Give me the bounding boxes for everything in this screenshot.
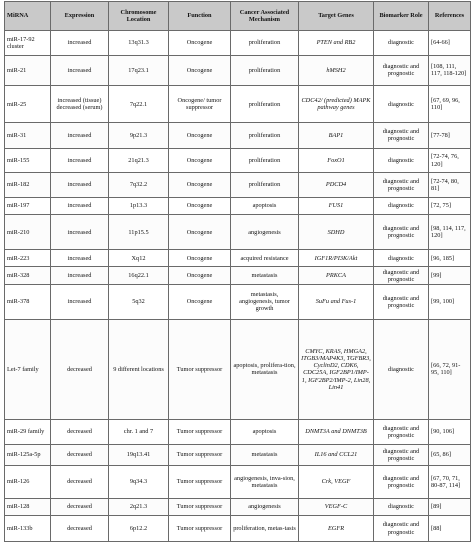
biomarker-role-cell: diagnostic — [374, 498, 429, 515]
function-cell: Tumor suppressor — [169, 498, 231, 515]
expression-cell: increased (tissue) decreased (serum) — [51, 86, 109, 123]
expression-cell: increased — [51, 148, 109, 173]
mechanism-cell: acquired resistance — [231, 250, 299, 267]
function-cell: Tumor suppressor — [169, 516, 231, 542]
target-genes-cell: PTEN and RB2 — [299, 31, 374, 56]
function-cell: Tumor suppressor — [169, 444, 231, 466]
target-genes-cell: PRKCA — [299, 267, 374, 284]
expression-cell: increased — [51, 55, 109, 86]
function-cell: Oncogene — [169, 197, 231, 214]
mirna-cell: miR-25 — [5, 86, 51, 123]
table-row — [5, 284, 471, 319]
table-row — [5, 466, 471, 499]
biomarker-role-cell: diagnostic and prognostic — [374, 516, 429, 542]
location-cell: chr. 1 and 7 — [109, 420, 169, 445]
expression-cell: decreased — [51, 444, 109, 466]
mechanism-cell: angiogenesis, inva-sion, metastasis — [231, 466, 299, 499]
mirna-cell: miR-29 family — [5, 420, 51, 445]
function-cell: Oncogene — [169, 267, 231, 284]
table-row — [5, 250, 471, 267]
header-function: Function — [169, 2, 231, 31]
header-row — [5, 2, 471, 31]
function-cell: Oncogene — [169, 148, 231, 173]
references-cell: [66, 72, 91-95, 110] — [429, 319, 471, 419]
table-row — [5, 319, 471, 419]
location-cell: 13q31.3 — [109, 31, 169, 56]
table-row — [5, 148, 471, 173]
location-cell: 2q21.3 — [109, 498, 169, 515]
mirna-cell: miR-197 — [5, 197, 51, 214]
table-row — [5, 123, 471, 149]
biomarker-role-cell: diagnostic — [374, 86, 429, 123]
mechanism-cell: proliferation — [231, 55, 299, 86]
target-genes-cell: SDHD — [299, 215, 374, 250]
table-row — [5, 516, 471, 542]
location-cell: 9 different locations — [109, 319, 169, 419]
header-target-genes: Target Genes — [299, 2, 374, 31]
target-genes-cell: CMYC, KRAS, HMGA2, ITGB3/MAP4K3, TGFBR3, CyclinD2, CDK6, CDC25A, IGF2BP1/IMP-1, IGF2BP2/IMP-2, Lin28, Lin41 — [299, 319, 374, 419]
function-cell: Tumor suppressor — [169, 420, 231, 445]
function-cell: Oncogene — [169, 215, 231, 250]
mirna-cell: miR-31 — [5, 123, 51, 149]
biomarker-role-cell: diagnostic and prognostic — [374, 466, 429, 499]
header-mechanism: Cancer Associated Mechanism — [231, 2, 299, 31]
location-cell: Xq12 — [109, 250, 169, 267]
target-genes-cell: CDC42/ (predicted) MAPK pathway genes — [299, 86, 374, 123]
mechanism-cell: proliferation — [231, 173, 299, 198]
function-cell: Tumor suppressor — [169, 319, 231, 419]
mirna-table — [4, 1, 471, 542]
mechanism-cell: proliferation — [231, 148, 299, 173]
expression-cell: decreased — [51, 319, 109, 419]
expression-cell: increased — [51, 31, 109, 56]
biomarker-role-cell: diagnostic — [374, 31, 429, 56]
location-cell: 7q22.1 — [109, 86, 169, 123]
location-cell: 9q34.3 — [109, 466, 169, 499]
mechanism-cell: apoptosis, prolifera-tion, metastasis — [231, 319, 299, 419]
table-row — [5, 444, 471, 466]
mirna-cell: miR-125a-5p — [5, 444, 51, 466]
function-cell: Oncogene — [169, 123, 231, 149]
mirna-cell: miR-155 — [5, 148, 51, 173]
references-cell: [98, 114, 117, 120] — [429, 215, 471, 250]
references-cell: [72-74, 80, 81] — [429, 173, 471, 198]
expression-cell: increased — [51, 284, 109, 319]
location-cell: 21q21.3 — [109, 148, 169, 173]
references-cell: [88] — [429, 516, 471, 542]
references-cell: [99] — [429, 267, 471, 284]
biomarker-role-cell: diagnostic and prognostic — [374, 420, 429, 445]
location-cell: 17q23.1 — [109, 55, 169, 86]
table-row — [5, 267, 471, 284]
location-cell: 7q32.2 — [109, 173, 169, 198]
table-row — [5, 498, 471, 515]
biomarker-role-cell: diagnostic and prognostic — [374, 267, 429, 284]
biomarker-role-cell: diagnostic — [374, 148, 429, 173]
references-cell: [67, 70, 71, 80-87, 114] — [429, 466, 471, 499]
target-genes-cell: DNMT3A and DNMT3B — [299, 420, 374, 445]
table-row — [5, 86, 471, 123]
mechanism-cell: proliferation, metas-tasis — [231, 516, 299, 542]
table-header — [5, 2, 471, 31]
mechanism-cell: proliferation — [231, 123, 299, 149]
target-genes-cell: Crk, VEGF — [299, 466, 374, 499]
references-cell: [72-74, 76, 120] — [429, 148, 471, 173]
expression-cell: decreased — [51, 498, 109, 515]
expression-cell: increased — [51, 250, 109, 267]
target-genes-cell: BAP1 — [299, 123, 374, 149]
function-cell: Oncogene — [169, 55, 231, 86]
mechanism-cell: angiogenesis — [231, 215, 299, 250]
function-cell: Oncogene — [169, 284, 231, 319]
location-cell: 11p15.5 — [109, 215, 169, 250]
references-cell: [65, 86] — [429, 444, 471, 466]
function-cell: Oncogene — [169, 250, 231, 267]
target-genes-cell: SuFu and Fus-1 — [299, 284, 374, 319]
expression-cell: decreased — [51, 516, 109, 542]
mechanism-cell: metastasis — [231, 267, 299, 284]
function-cell: Oncogene — [169, 173, 231, 198]
biomarker-role-cell: diagnostic — [374, 197, 429, 214]
mechanism-cell: proliferation — [231, 86, 299, 123]
table-row — [5, 197, 471, 214]
expression-cell: increased — [51, 267, 109, 284]
table-row — [5, 55, 471, 86]
header-expression: Expression — [51, 2, 109, 31]
mirna-cell: miR-17-92 cluster — [5, 31, 51, 56]
mechanism-cell: apoptosis — [231, 197, 299, 214]
mirna-cell: miR-133b — [5, 516, 51, 542]
target-genes-cell: FUS1 — [299, 197, 374, 214]
biomarker-role-cell: diagnostic and prognostic — [374, 123, 429, 149]
location-cell: 16q22.1 — [109, 267, 169, 284]
target-genes-cell: FoxO1 — [299, 148, 374, 173]
mirna-cell: miR-128 — [5, 498, 51, 515]
header-references: References — [429, 2, 471, 31]
table-row — [5, 31, 471, 56]
header-chromosome-location: Chromosome Location — [109, 2, 169, 31]
target-genes-cell: IL16 and CCL21 — [299, 444, 374, 466]
target-genes-cell: VEGF-C — [299, 498, 374, 515]
location-cell: 19q13.41 — [109, 444, 169, 466]
references-cell: [90, 106] — [429, 420, 471, 445]
mirna-cell: miR-378 — [5, 284, 51, 319]
table-row — [5, 173, 471, 198]
mechanism-cell: angiogenesis — [231, 498, 299, 515]
expression-cell: increased — [51, 173, 109, 198]
table-body — [5, 31, 471, 542]
mirna-cell: miR-328 — [5, 267, 51, 284]
references-cell: [96, 185] — [429, 250, 471, 267]
expression-cell: decreased — [51, 466, 109, 499]
biomarker-role-cell: diagnostic and prognostic — [374, 55, 429, 86]
mirna-cell: Let-7 family — [5, 319, 51, 419]
references-cell: [64-66] — [429, 31, 471, 56]
location-cell: 9p21.3 — [109, 123, 169, 149]
references-cell: [67, 69, 96, 110] — [429, 86, 471, 123]
mechanism-cell: metastasis, angiogenesis, tumor growth — [231, 284, 299, 319]
biomarker-role-cell: diagnostic — [374, 250, 429, 267]
mechanism-cell: apoptosis — [231, 420, 299, 445]
location-cell: 5q32 — [109, 284, 169, 319]
location-cell: 1p13.3 — [109, 197, 169, 214]
header-mirna: MiRNA — [5, 2, 51, 31]
target-genes-cell: IGF1R/PI3K/Akt — [299, 250, 374, 267]
mirna-cell: miR-210 — [5, 215, 51, 250]
references-cell: [72, 75] — [429, 197, 471, 214]
target-genes-cell: PDCD4 — [299, 173, 374, 198]
biomarker-role-cell: diagnostic and prognostic — [374, 444, 429, 466]
function-cell: Oncogene/ tumor suppressor — [169, 86, 231, 123]
references-cell: [99, 100] — [429, 284, 471, 319]
location-cell: 6p12.2 — [109, 516, 169, 542]
mechanism-cell: metastasis — [231, 444, 299, 466]
expression-cell: increased — [51, 123, 109, 149]
function-cell: Tumor suppressor — [169, 466, 231, 499]
mirna-cell: miR-223 — [5, 250, 51, 267]
references-cell: [89] — [429, 498, 471, 515]
biomarker-role-cell: diagnostic — [374, 319, 429, 419]
table-row — [5, 420, 471, 445]
references-cell: [108, 111, 117, 118-120] — [429, 55, 471, 86]
biomarker-role-cell: diagnostic and prognostic — [374, 215, 429, 250]
mirna-cell: miR-21 — [5, 55, 51, 86]
expression-cell: decreased — [51, 420, 109, 445]
target-genes-cell: EGFR — [299, 516, 374, 542]
mechanism-cell: proliferation — [231, 31, 299, 56]
mirna-cell: miR-126 — [5, 466, 51, 499]
biomarker-role-cell: diagnostic and prognostic — [374, 173, 429, 198]
table-row — [5, 215, 471, 250]
target-genes-cell: hMSH2 — [299, 55, 374, 86]
expression-cell: increased — [51, 197, 109, 214]
header-biomarker-role: Biomarker Role — [374, 2, 429, 31]
expression-cell: increased — [51, 215, 109, 250]
references-cell: [77-78] — [429, 123, 471, 149]
mirna-cell: miR-182 — [5, 173, 51, 198]
biomarker-role-cell: diagnostic and prognostic — [374, 284, 429, 319]
function-cell: Oncogene — [169, 31, 231, 56]
